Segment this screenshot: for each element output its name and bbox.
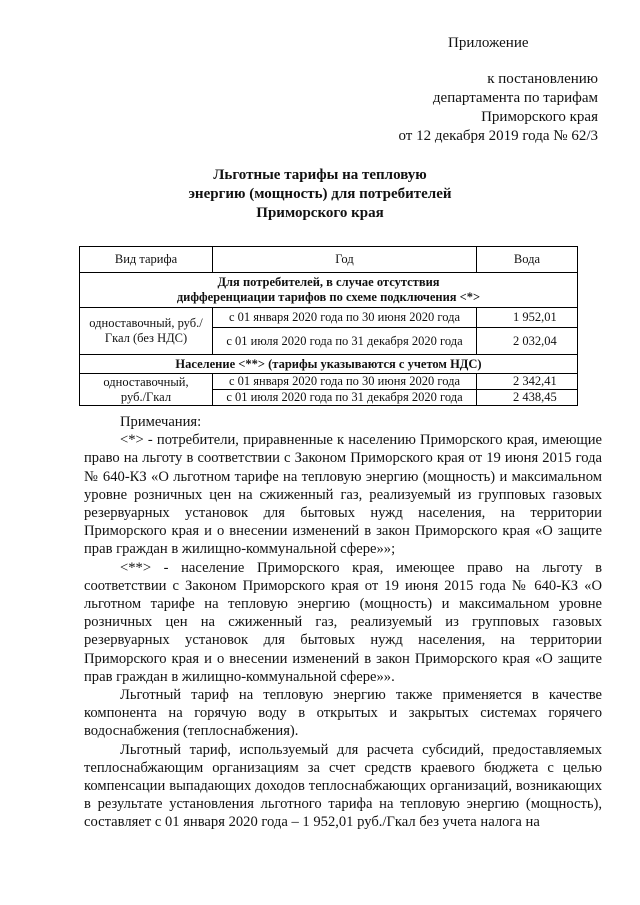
tariff-table xyxy=(79,246,578,406)
document-title xyxy=(140,166,500,223)
resolution-line: от 12 декабря 2019 года № 62/3 xyxy=(398,128,598,144)
value-cell: 2 032,04 xyxy=(477,328,578,355)
section-title: Население <**> (тарифы указываются с учетом НДС) xyxy=(80,355,578,374)
title-line: Приморского края xyxy=(256,205,384,221)
title-line: Льготные тарифы на тепловую xyxy=(213,167,427,183)
tariff-type-cell: одноставочный, руб./Гкал (без НДС) xyxy=(80,308,213,355)
resolution-line: департамента по тарифам xyxy=(432,90,598,106)
appendix-label: Приложение xyxy=(448,35,529,51)
period-cell: с 01 января 2020 года по 30 июня 2020 года xyxy=(213,308,477,328)
column-header-water: Вода xyxy=(477,247,578,273)
period-cell: с 01 июля 2020 года по 31 декабря 2020 года xyxy=(213,328,477,355)
resolution-line: Приморского края xyxy=(481,109,598,125)
value-cell: 2 342,41 xyxy=(477,374,578,390)
section-row-population xyxy=(80,355,578,374)
section-row-consumers xyxy=(80,273,578,308)
resolution-reference xyxy=(358,70,598,146)
table-row xyxy=(80,374,578,390)
value-cell: 2 438,45 xyxy=(477,390,578,406)
note-paragraph: <**> - население Приморского края, имеющее право на льготу в соответствии с Законом Приморского края от 19 июня 2015 года № 640-КЗ «О льготном тарифе на тепловую энергию (мощность) и максимальном уровне розничных цен на сжиженный газ, реализуемый из групповых газовых резервуарных установок для бытовых нужд населения, на территории Приморского края и о внесении изменений в закон Приморского края «О защите прав граждан в жилищно-коммунальной сфере»». xyxy=(84,559,602,685)
period-cell: с 01 января 2020 года по 30 июня 2020 года xyxy=(213,374,477,390)
note-paragraph: <*> - потребители, приравненные к населению Приморского края, имеющие право на льготу в соответствии с Законом Приморского края от 19 июня 2015 года № 640-КЗ «О льготном тарифе на тепловую энергию (мощность) и максимальном уровне розничных цен на сжиженный газ, реализуемый из групповых газовых резервуарных установок для бытовых нужд населения, на территории Приморского края и о внесении изменений в закон Приморского края «О защите прав граждан в жилищно-коммунальной сфере»»; xyxy=(84,432,602,558)
note-paragraph: Льготный тариф, используемый для расчета субсидий, предоставляемых теплоснабжающим организациям за счет средств краевого бюджета с целью компенсации выпадающих доходов теплоснабжающих организаций, возникающих в результате установления льготного тарифа на тепловую энергию (мощность), составляет с 01 января 2020 года – 1 952,01 руб./Гкал без учета налога на xyxy=(84,741,602,831)
notes-heading: Примечания: xyxy=(120,414,202,430)
table-row xyxy=(80,308,578,328)
section-title: Для потребителей, в случае отсутствия дифференциации тарифов по схеме подключения <*> xyxy=(80,273,578,308)
table-header-row xyxy=(80,247,578,273)
column-header-year: Год xyxy=(213,247,477,273)
period-cell: с 01 июля 2020 года по 31 декабря 2020 года xyxy=(213,390,477,406)
note-paragraph: Льготный тариф на тепловую энергию также применяется в качестве компонента на горячую воду в открытых и закрытых системах горячего водоснабжения (теплоснабжения). xyxy=(84,687,602,740)
resolution-line: к постановлению xyxy=(487,71,598,87)
column-header-tariff-type: Вид тарифа xyxy=(80,247,213,273)
tariff-type-cell: одноставочный, руб./Гкал xyxy=(80,374,213,406)
notes-section xyxy=(84,413,602,832)
title-line: энергию (мощность) для потребителей xyxy=(188,186,452,202)
value-cell: 1 952,01 xyxy=(477,308,578,328)
